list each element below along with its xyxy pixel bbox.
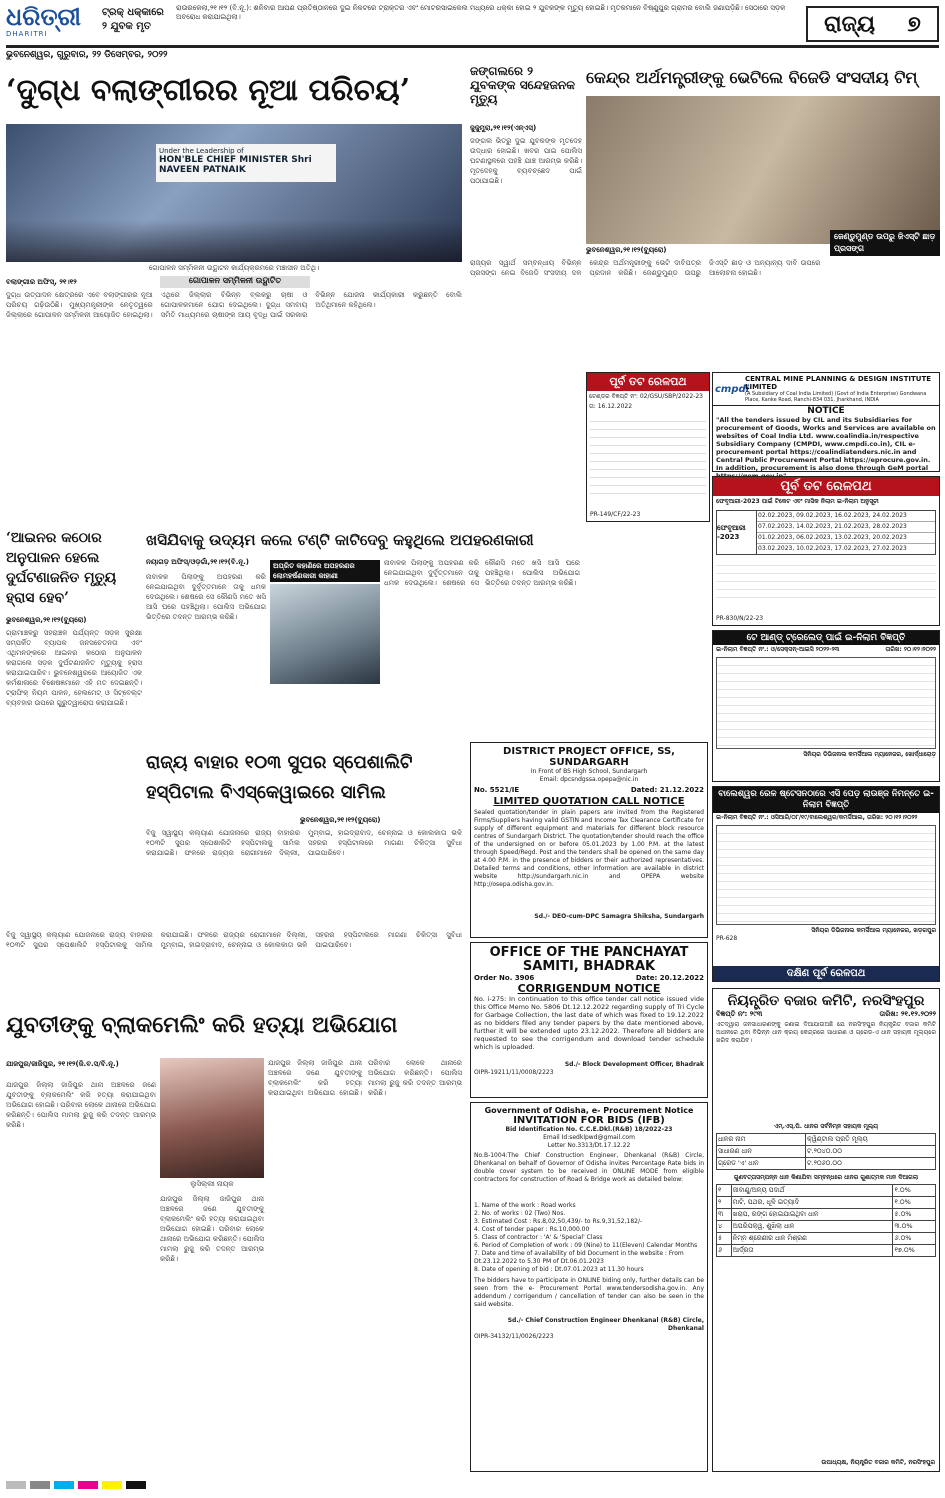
rb-heading: INVITATION FOR BIDS (IFB) xyxy=(513,1115,665,1126)
rb-sign: Sd./- Chief Construction Engineer Dhenkanal (R&B) Circle, Dhenkanal xyxy=(507,1317,704,1332)
dpo-title: DISTRICT PROJECT OFFICE, SS, SUNDARGARH xyxy=(503,746,675,768)
cmpdi-notice-heading: NOTICE xyxy=(807,406,845,416)
page-number: ୭ xyxy=(907,11,921,37)
auction2-sign: ସିନିୟର ଡିଭିଜନାଲ କମର୍ସିଆଲ ମ୍ୟାନେଜର, ଖଡ଼ଗପୁର xyxy=(811,927,936,934)
flash-headline: ଟ୍ରକ୍ ଧକ୍କାରେ ୨ ଯୁବକ ମୃତ xyxy=(102,7,164,32)
bjd-headline: କେନ୍ଦ୍ର ଅର୍ଥମନ୍ତ୍ରୀଙ୍କୁ ଭେଟିଲେ ବିଜେଡି ସଂସଦୀୟ ଟିମ୍ xyxy=(586,68,918,87)
table-row xyxy=(717,1221,936,1233)
table-cell: ସାଧାରଣ ଧାନ xyxy=(717,1146,806,1158)
table-cell: ୫ xyxy=(717,1233,732,1245)
ad-ecr-auction xyxy=(712,476,940,626)
table-cell: ଗ୍ରେଡ 'ଏ' ଧାନ xyxy=(717,1158,806,1170)
law-dateline: ଭୁବନେଶ୍ୱର,୨୧।୧୨(ବ୍ୟୁରୋ) xyxy=(6,616,87,624)
blackmail-body-c: ଯାଜପୁର ଜିଲ୍ଲା ଜାଜିପୁର ଥାନା ଅଞ୍ଚଳରେ ଜଣେ ଯୁବତୀଙ୍କୁ ବ୍ଲାକମେଲିଂ କରି ହତ୍ୟା କରାଯାଇଥିବା ଅଭିଯୋଗ ହୋଇଛି। ପରିବାର ଲୋକେ ଥାନାରେ ଅଭିଯୋଗ କରିଛନ୍ତି। ପୋଲିସ ମାମଲା ରୁଜୁ କରି ତଦନ୍ତ ଆରମ୍ଭ କରିଛି। xyxy=(160,1195,264,1263)
masthead xyxy=(6,4,939,48)
ad-ecr-title: ପୂର୍ବ ତଟ ରେଳପଥ xyxy=(587,373,709,391)
rb-bid: Bid Identification No. C.C.E.Dkl.(R&B) 18/2022-23 xyxy=(505,1126,673,1133)
law-body: ଗ୍ରାମାଞ୍ଚଳରୁ ସହରାଞ୍ଚଳ ପର୍ଯ୍ୟନ୍ତ ସଡ଼କ ସୁରକ୍ଷା ସମ୍ପର୍କିତ ବ୍ୟାପକ ଜନସଚେତନତା ଏବଂ ଏଥିମନଙ୍କରେ ଆଇନର କଠୋର ଅନୁପାଳନ କରାଗଲେ ସଡ଼କ ଦୁର୍ଘଟଣାଜନିତ ମୃତ୍ୟୁକୁ ହ୍ରାସ କରାଯାଇପାରିବ। ଭୁବନେଶ୍ୱରରେ ଆୟୋଜିତ ଏକ କର୍ମଶାଳାରେ ବିଶେଷଜ୍ଞମାନେ ଏହି ମତ ଦେଇଛନ୍ତି। ଟ୍ରାଫିକ୍ ନିୟମ ପାଳନ, ହେଲମେଟ୍ ଓ ସିଟ୍‌ବେଲ୍ଟ ବ୍ୟବହାର ଉପରେ ଗୁରୁତ୍ୱାରୋପ କରାଯାଇଛି। xyxy=(6,629,142,707)
ad-rb-dhenkanal xyxy=(470,1102,708,1472)
rb-item: 6. Period of Completion of work : 09 (Nine) to 11(Eleven) Calendar Months xyxy=(474,1242,698,1249)
table-row xyxy=(717,1197,936,1209)
blackmail-dateline: ଯାଜପୁର/ଜାଜିପୁର, ୨୧।୧୨(ଜି.ବ.ସ/ବି.ନୂ.) xyxy=(6,1060,119,1068)
dpo-heading: LIMITED QUOTATION CALL NOTICE xyxy=(493,796,685,807)
table-row xyxy=(717,1233,936,1245)
bhadrak-text: No. i-275: In continuation to this office tender call notice issued vide this Office Memo No. 5806 Dt.12.12.2022 regarding supply of Tri Cycle for Garbage Collection, the last date of which was fixed to 19.12.2022 as no bidders filed any tender papers by the date mentioned above, further it will be extended upto 23.12.2022. Therefore all bidders are requested to see the corrigendum and download tender schedule which is uploaded. xyxy=(474,995,704,1051)
lead-photo xyxy=(6,124,462,262)
ad-ecr2-row: 03.02.2023, 10.02.2023, 17.02.2023, 27.02.2023 xyxy=(758,545,907,552)
ad-ecr2-row: 02.02.2023, 09.02.2023, 16.02.2023, 24.02.2023 xyxy=(757,511,935,522)
lead-body: ଦୁଗ୍ଧ ଉତ୍ପାଦନ କ୍ଷେତ୍ରରେ ଏବେ ବଲାଙ୍ଗୀରର ନୂଆ ପରିଚୟ ଗଢ଼ିଉଠିଛି। ମୁଖ୍ୟମନ୍ତ୍ରୀଙ୍କ ନେତୃତ୍ୱରେ ଜିଲ୍ଲାରେ ଗୋପାଳନ ସମ୍ମିଳନୀ ଆୟୋଜିତ ହୋଇଥିଲା। ଏଥିରେ ଜିଲ୍ଲାର ବିଭିନ୍ନ ବ୍ଲକରୁ ଚାଷୀ ଓ ଗୋପାଳକମାନେ ଯୋଗ ଦେଇଥିଲେ। ଦୁଗ୍ଧ ସମବାୟ ସମିତି ମାଧ୍ୟମରେ ଚାଷୀଙ୍କ ଆୟ ବୃଦ୍ଧି ପାଇଁ ସରକାର ବିଭିନ୍ନ ଯୋଜନା କାର୍ଯ୍ୟକାରୀ କରୁଛନ୍ତି ବୋଲି ଅତିଥିମାନେ କହିଥିଲେ। xyxy=(6,291,462,319)
hospital-dateline: ଭୁବନେଶ୍ୱର,୨୧।୧୨(ବ୍ୟୁରୋ) xyxy=(300,816,381,824)
hospital-headline: ରାଜ୍ୟ ବାହାର ୧୦୩ ସୁପର ସ୍ପେଶାଲିଟି ହସ୍ପିଟାଲ ବିଏସ୍‌କେୱାଇରେ ସାମିଲ xyxy=(146,752,413,803)
table-cell: ଧାନର ନାମ xyxy=(717,1134,806,1146)
lead-dateline: ବଲାଙ୍ଗୀର ଅଫିସ୍, ୨୧।୧୨ xyxy=(6,278,77,286)
rb-item: 8. Date of opening of bid : Dt.07.01.2023 at 11.30 hours xyxy=(474,1266,644,1273)
kidnap-dateline: ନୟାଗଡ଼ ଅଫିସ୍/ଓଡ଼ଗାଁ,୨୧।୧୨(ବି.ନୂ.) xyxy=(146,558,249,566)
table-row xyxy=(717,1209,936,1221)
ad-market-committee xyxy=(712,988,940,1472)
bhadrak-title: OFFICE OF THE PANCHAYAT SAMITI, BHADRAK xyxy=(489,945,689,974)
table-cell: ୪ xyxy=(717,1221,732,1233)
dpo-date: Dated: 21.12.2022 xyxy=(630,786,704,794)
table-row xyxy=(717,1158,936,1170)
ad-cmpdi xyxy=(712,372,940,472)
table-cell: କ୍ୱିଣ୍ଟାଲ ପ୍ରତି ମୂଲ୍ୟ xyxy=(806,1134,936,1146)
photo-banner-top: Under the Leadership of xyxy=(159,147,244,155)
table-cell: ନିମ୍ନ ଶ୍ରେଣୀର ଧାନ ମିଶ୍ରଣ xyxy=(731,1233,893,1245)
photo-stage-shade xyxy=(6,220,462,262)
rb-intro: No.B-1004:The Chief Construction Engineer, Dhenkanal (R&B) Circle, Dhenkanal on behalf of Governor of Odisha invites Percentage Rate bids in double cover system to be received in ONLINE MODE from eligible contractors for construction of Road & Bridge work as detailed below: xyxy=(474,1152,704,1183)
auction2-title: ବାଲେଶ୍ୱର ରେଳ ଷ୍ଟେସନଠାରେ ଏସି ପେଡ଼ ଲାଉଞ୍ଜ ନିମନ୍ତେ ଇ-ନିଲାମ ବିଜ୍ଞପ୍ତି xyxy=(713,787,939,813)
table-cell: ଆର୍ଦ୍ରତା xyxy=(731,1245,893,1257)
color-swatch xyxy=(126,1481,146,1489)
bjd-photo xyxy=(586,96,940,244)
table-cell: ୬ xyxy=(717,1245,732,1257)
auction2-table xyxy=(716,825,936,925)
rb-email: Email Id:sedklpwd@gmail.com xyxy=(543,1134,635,1141)
dpo-email: Email: dpcsndgssa.opepa@nic.in xyxy=(539,776,639,783)
auction1-sign: ସିନିୟର ଡିଭିଜନାଲ କମର୍ସିଆଲ ମ୍ୟାନେଜର, ଖୋର୍ଦ୍ଧାରୋଡ଼ xyxy=(803,751,936,758)
table-cell: ଟ.୨୦୪୦.୦୦ xyxy=(806,1146,936,1158)
flash-body: ରାଉରକେଲା,୨୧।୧୨ (ବି.ନୂ.): ଶନିବାର ଆପଣ ପ୍ରତିଷ୍ଠାନରେ ଦୁଇ ନିକଟରେ ଟ୍ରାକ୍ତର ଏବଂ ମୋଟରସାଇକେଲ ମଧ୍ୟରେ ଧକ୍କା ହୋଇ ୨ ଯୁବକଙ୍କ ମୃତ୍ୟୁ ହୋଇଛି। ମୃତକମାନେ ବିଷ୍ଣୁପୁର ଗ୍ରାମର ବୋଲି ଜଣାପଡ଼ିଛି। ସେଠାରେ ସଡ଼କ ଅବରୋଧ କରାଯାଇଥିଲା। xyxy=(176,4,786,21)
color-swatch xyxy=(6,1481,26,1489)
market-spec-table xyxy=(716,1184,936,1257)
dpo-sub: In Front of BS High School, Sundargarh xyxy=(530,768,648,775)
color-swatch xyxy=(102,1481,122,1489)
blackmail-caption: ଲୁସିଲ୍ଲୀ ନାୟକ xyxy=(190,1180,234,1188)
bjd-dateline: ଭୁବନେଶ୍ୱର,୨୧।୧୨(ବ୍ୟୁରୋ) xyxy=(586,246,667,254)
table-cell: ଟ.୨୦୬୦.୦୦ xyxy=(806,1158,936,1170)
section-box xyxy=(806,6,939,42)
rb-item: 5. Class of contractor : 'A' & 'Special' Class xyxy=(474,1234,603,1241)
rb-footer: OIPR-34132/11/0026/2223 xyxy=(474,1333,554,1340)
ad-ecr-table xyxy=(590,414,706,494)
auction2-footer: PR-628 xyxy=(716,935,738,942)
photo-banner-text: HON'BLE CHIEF MINISTER Shri NAVEEN PATNAIK xyxy=(159,155,312,175)
table-row xyxy=(717,1134,936,1146)
table-row xyxy=(717,1185,936,1197)
ad-ecr-footer: PR-149/CF/22-23 xyxy=(590,511,641,518)
ad-ecr-date: ତା: 16.12.2022 xyxy=(589,403,633,410)
cmpdi-notice-text: "All the tenders issued by CIL and its Subsidiaries for procurement of Goods, Works and Services are available on websites of Coal India Ltd. www.coalindia.in/respective Subsidiary Company (CMPDI, www.cmpdi.co.in), CIL e-procurement portal https://coalindiatenders.nic.in and Central Public Procurement Portal https://eprocure.gov.in. In addition, procurement is also done through GeM portal xyxy=(716,416,936,472)
table-row xyxy=(717,1146,936,1158)
table-cell: ୫.୦% xyxy=(893,1209,936,1221)
ad-auction-balasore xyxy=(712,786,940,982)
bhadrak-date: Date: 20.12.2022 xyxy=(635,974,704,982)
rb-item: 2. No. of works : 02 (Two) Nos. xyxy=(474,1210,566,1217)
kidnap-body-b: ନାବାଳକ ପିଲାଙ୍କୁ ଅପହରଣ କରି ନେଇଯାଇଥିବା ଦୁର୍ବୃତ୍ତମାନେ ତାକୁ ଧମକ ଦେଉଥିଲେ। ଶେଷରେ ସେ କୌଣସି ମତେ ଖସି ଆସି ଘରେ ପହଞ୍ଚିଥିଲା। ପୋଲିସ ଅଭିଯୋଗ ଭିତ୍ତିରେ ତଦନ୍ତ ଆରମ୍ଭ କରିଛି। xyxy=(384,559,580,587)
kidnap-body-a: ନାବାଳକ ପିଲାଙ୍କୁ ଅପହରଣ କରି ନେଇଯାଇଥିବା ଦୁର୍ବୃତ୍ତମାନେ ତାକୁ ଧମକ ଦେଉଥିଲେ। ଶେଷରେ ସେ କୌଣସି ମତେ ଖସି ଆସି ଘରେ ପହଞ୍ଚିଥିଲା। ପୋଲିସ ଅଭିଯୋଗ ଭିତ୍ତିରେ ତଦନ୍ତ ଆରମ୍ଭ କରିଛି। xyxy=(146,573,266,621)
forest-death-headline: ଜଙ୍ଗଲରେ ୨ ଯୁବକଙ୍କ ସନ୍ଦେହଜନକ ମୃତ୍ୟୁ xyxy=(470,64,576,106)
forest-death-body: ଜଙ୍ଗଲ ଭିତରୁ ଦୁଇ ଯୁବକଙ୍କ ମୃତଦେହ ଉଦ୍ଧାର ହୋଇଛି। ଖବର ପାଇ ପୋଲିସ ଘଟଣାସ୍ଥଳରେ ପହଞ୍ଚି ଯାଞ୍ଚ ଆରମ୍ଭ କରିଛି। ମୃତଦେହକୁ ବ୍ୟବଚ୍ଛେଦ ପାଇଁ ପଠାଯାଇଛି। xyxy=(470,137,582,185)
market-title: ନିୟନ୍ତ୍ରିତ ବଜାର କମିଟି, ନରସିଂହପୁର xyxy=(727,993,925,1009)
rb-item: 3. Estimated Cost : Rs.8,02,50,439/- to Rs.9,31,52,182/- xyxy=(474,1218,643,1225)
hospital-body: ବିଜୁ ସ୍ୱାସ୍ଥ୍ୟ କଲ୍ୟାଣ ଯୋଜନାରେ ରାଜ୍ୟ ବାହାରର ୧୦୩ଟି ସୁପର ସ୍ପେଶାଲିଟି ହସ୍ପିଟାଲକୁ ସାମିଲ କରାଯାଇଛି। ଫଳରେ ରାଜ୍ୟର ରୋଗୀମାନେ ଦିଲ୍ଲୀ, ମୁମ୍ବାଇ, ହାଇଦ୍ରାବାଦ, ଚେନ୍ନାଇ ଓ କୋଲକାତା ଭଳି ସହରର ହସ୍ପିଟାଲରେ ମାଗଣା ଚିକିତ୍ସା ସୁବିଧା ପାଇପାରିବେ। xyxy=(146,829,462,857)
table-cell: ୧ xyxy=(717,1185,732,1197)
table-cell: ୧.୦% xyxy=(893,1185,936,1197)
market-sign: ଉପାଧ୍ୟକ୍ଷ, ନିୟନ୍ତ୍ରିତ ବଜାର କମିଟି, ନରସିଂହପୁର xyxy=(821,1459,935,1466)
market-text: ଏତଦ୍ୱାରା ଜନସାଧାରଣଙ୍କୁ ଜଣାଇ ଦିଆଯାଉଅଛି ଯେ ନରସିଂହପୁର ନିୟନ୍ତ୍ରିତ ବଜାର କମିଟି ଅଧୀନରେ ଥିବା ବିଭିନ୍ନ ଧାନ କ୍ରୟ କେନ୍ଦ୍ରରେ ସାଧାରଣ ଓ ଗ୍ରେଡ-ଏ ଧାନ ସହାୟକ ମୂଲ୍ୟରେ ଖରିଦ କରାଯିବ। xyxy=(716,1021,936,1044)
market-date: ତାରିଖ: ୨୧.୧୨.୨୦୨୨ xyxy=(879,1010,936,1018)
rb-item: 4. Cost of tender paper : Rs.10,000.00 xyxy=(474,1226,590,1233)
color-swatch xyxy=(54,1481,74,1489)
table-cell: ୬.୦% xyxy=(893,1233,936,1245)
ad-ecr2-month: ଫେବୃଆରୀ -2023 xyxy=(717,511,757,554)
cmpdi-org: CENTRAL MINE PLANNING & DESIGN INSTITUTE LIMITED xyxy=(745,375,931,391)
ad-ecr2-fineprint xyxy=(716,558,936,598)
rb-letter: Letter No.3313/Dt.17.12.22 xyxy=(547,1142,631,1149)
ad-ecr-tender xyxy=(586,372,710,522)
ad-ecr2-row: 01.02.2023, 06.02.2023, 13.02.2023, 20.02.2023 xyxy=(757,533,935,544)
kidnap-photo xyxy=(270,584,380,684)
auction2-sub: ଇ-ନିଲାମ ବିଜ୍ଞପ୍ତି ନଂ.: ଓସିଆରି/୦୮/୧୯/ବାଲେଶ୍ୱର/କମର୍ସିଆଲ, ତାରିଖ: ୨୦।୧୨।୨୦୨୨ xyxy=(716,814,918,821)
table-cell: ୧୭.୦% xyxy=(893,1245,936,1257)
bhadrak-sign: Sd./- Block Development Officer, Bhadrak xyxy=(564,1061,704,1068)
logo-text: ଧରିତ୍ରୀ xyxy=(6,2,81,31)
dpo-text: Sealed quotation/tender in plain papers are invited from the Registered Firms/Suppliers having valid GSTIN and Income Tax Clearance Certificate for supply of different equipment and materials for different block resource centres of Sundargarh District. The quotation/tender should reach the office of the undersigned on or before 05.01.2023 by 1.00 P.M. at the latest through Speed/Regd. Post and the tenders shall be opened on the same day at 4.00 P.M. in the presence of bidders or their authorized representatives. Detailed terms and conditions, other information are available in district website http://sundargarh.nic.in and OPEPA website http://osepa.odisha.gov.in. xyxy=(474,809,704,888)
blackmail-photo xyxy=(160,1058,264,1178)
lead-subhead: ଗୋପାଳନ ସମ୍ମିଳନୀ ଉଦ୍ଘାଟିତ xyxy=(160,276,310,288)
table-cell: ଜୀବାଣୁ/ଅନ୍ୟ ପଦାର୍ଥ xyxy=(731,1185,893,1197)
ad-auction-khurda xyxy=(712,630,940,782)
dpo-number: No. 5521/IE xyxy=(474,786,520,794)
table-cell: ଖରାପ, ରଙ୍ଗ ହୋଇଯାଇଥିବା ଧାନ xyxy=(731,1209,893,1221)
table-row xyxy=(717,1245,936,1257)
bjd-badge: ଜେଣ୍ଡୁମୁଣ୍ଡ ଉପରୁ ଜିଏସ୍‌ଟି ଛାଡ଼ ପ୍ରସଙ୍ଗ xyxy=(830,230,940,256)
market-number: ବିଜ୍ଞପ୍ତି ନଂ: ୨୯୩ xyxy=(716,1010,763,1018)
ad-ecr2-title: ପୂର୍ବ ତଟ ରେଳପଥ xyxy=(713,477,939,496)
rb-item: 7. Date and time of availability of bid Document in the website : From Dt.23.12.2022 to 5.30 PM of Dt.06.01.2023 xyxy=(474,1250,684,1265)
table-cell: ୨ xyxy=(717,1197,732,1209)
cmpdi-logo-icon: cmpdi xyxy=(715,383,750,395)
bjd-body: ରାଜ୍ୟର ସ୍ୱାର୍ଥ ସମ୍ବନ୍ଧୀୟ ବିଭିନ୍ନ ପ୍ରସଙ୍ଗ ନେଇ ବିଜେଡି ସଂସଦୀୟ ଦଳ କେନ୍ଦ୍ର ଅର୍ଥମନ୍ତ୍ରୀଙ୍କୁ ଭେଟି ଦାବିପତ୍ର ପ୍ରଦାନ କରିଛି। ଜେଣ୍ଡୁମୁଣ୍ଡ ଉପରୁ ଜିଏସ୍‌ଟି ଛାଡ଼ ଓ ଅନ୍ୟାନ୍ୟ ଦାବି ଉପରେ ଆଲୋଚନା ହୋଇଛି। xyxy=(470,259,821,277)
hospital-body-cont: ବିଜୁ ସ୍ୱାସ୍ଥ୍ୟ କଲ୍ୟାଣ ଯୋଜନାରେ ରାଜ୍ୟ ବାହାରର ୧୦୩ଟି ସୁପର ସ୍ପେଶାଲିଟି ହସ୍ପିଟାଲକୁ ସାମିଲ କରାଯାଇଛି। ଫଳରେ ରାଜ୍ୟର ରୋଗୀମାନେ ଦିଲ୍ଲୀ, ମୁମ୍ବାଇ, ହାଇଦ୍ରାବାଦ, ଚେନ୍ନାଇ ଓ କୋଲକାତା ଭଳି ସହରର ହସ୍ପିଟାଲରେ ମାଗଣା ଚିକିତ୍ସା ସୁବିଧା ପାଇପାରିବେ। xyxy=(6,931,462,949)
blackmail-body-b: ଯାଜପୁର ଜିଲ୍ଲା ଜାଜିପୁର ଥାନା ଅଞ୍ଚଳରେ ଜଣେ ଯୁବତୀଙ୍କୁ ବ୍ଲାକମେଲିଂ କରି ହତ୍ୟା କରାଯାଇଥିବା ଅଭିଯୋଗ ହୋଇଛି। ପରିବାର ଲୋକେ ଥାନାରେ ଅଭିଯୋଗ କରିଛନ୍ତି। ପୋଲିସ ମାମଲା ରୁଜୁ କରି ତଦନ୍ତ ଆରମ୍ଭ କରିଛି। xyxy=(268,1059,462,1097)
kidnap-box-title: ଅପ୍ରିତ କହାଣିରେ ଅପହରଣର ଲୋମହର୍ଷଣକାରୀ କାହାଣୀ xyxy=(270,560,380,582)
table-cell: ଅପରିପକ୍ୱ, ଶୁଖିଲା ଧାନ xyxy=(731,1221,893,1233)
auction2-banner: ଦକ୍ଷିଣ ପୂର୍ବ ରେଳପଥ xyxy=(713,966,939,981)
cmpdi-orgsub: (A Subsidiary of Coal India Limited) (Govt of India Enterprise) Gondwana Place, Kanke Road, Ranchi-834 031, Jharkhand, INDIA xyxy=(745,391,927,403)
forest-death-dateline: ଜୁଜୁମୁରା,୨୧।୧୨(ଏନ୍‌ଏସ୍‌) xyxy=(470,124,537,132)
section-name: ରାଜ୍ୟ xyxy=(824,11,876,37)
photo-banner xyxy=(156,144,336,182)
law-headline: ‘ଆଇନର କଠୋର ଅନୁପାଳନ ହେଲେ ଦୁର୍ଘଟଣାଜନିତ ମୃତ୍ୟୁ ହ୍ରାସ ହେବ’ xyxy=(6,530,117,606)
kidnap-headline: ଖସିଯିବାକୁ ଉଦ୍ୟମ କଲେ ଟଣ୍ଟି କାଟିଦେବୁ କହୁଥିଲେ ଅପହରଣକାରୀ xyxy=(146,531,534,549)
table-cell: ମାଟି, ପଥର, ଧୂଳି ଇତ୍ୟାଦି xyxy=(731,1197,893,1209)
rb-gov: Government of Odisha, e- Procurement Notice xyxy=(484,1106,694,1115)
ad-dpo-sundargarh xyxy=(470,742,708,938)
bhadrak-heading: CORRIGENDUM NOTICE xyxy=(517,982,661,995)
market-spec-title: ଗୁଣବତ୍ତାସମ୍ପନ୍ନ ଧାନ କିଣାଯିବା ସମ୍ବନ୍ଧରେ ଧାନର ଗୁଣାତ୍ମକ ମାନ ଦିଆଗଲା xyxy=(733,1174,919,1181)
ad-ecr2-sub: ଫେବୃଆରୀ-2023 ପାଇଁ ଟିକେଟ ଏବଂ ମାସିକ ନିଲାମ ଇ-ନିଲାମ ଅନୁସୂଚୀ xyxy=(716,498,879,505)
ad-ecr2-footer: PR-830/N/22-23 xyxy=(716,615,764,622)
blackmail-headline: ଯୁବତୀଙ୍କୁ ବ୍ଲାକମେଲିଂ କରି ହତ୍ୟା ଅଭିଯୋଗ xyxy=(6,1012,398,1038)
bhadrak-order: Order No. 3906 xyxy=(474,974,535,982)
color-swatch xyxy=(30,1481,50,1489)
lead-caption: ଗୋପାଳନ ସମ୍ମିଳନୀ ଉଦ୍ଘାଟନ କାର୍ଯ୍ୟକ୍ରମରେ ମଞ୍ଚାସୀନ ଅତିଥି। xyxy=(148,264,320,272)
auction1-table xyxy=(716,657,936,749)
rb-note: The bidders have to participate in ONLINE biding only, further details can be seen from the e- Procurement Portal www.tendersodisha.gov.in. Any addendum / corrigendum / cancellation of tender can also be seen in the said website. xyxy=(474,1277,704,1308)
dpo-sign: Sd./- DEO-cum-DPC Samagra Shiksha, Sundargarh xyxy=(534,913,704,920)
table-cell: ୧.୦% xyxy=(893,1197,936,1209)
print-color-bar xyxy=(6,1480,939,1490)
ad-ecr2-row: 07.02.2023, 14.02.2023, 21.02.2023, 28.02.2023 xyxy=(757,522,935,533)
newspaper-logo xyxy=(6,4,96,44)
table-cell: ୩.୦% xyxy=(893,1221,936,1233)
issue-dateline: ଭୁବନେଶ୍ୱର, ଗୁରୁବାର, ୨୨ ଡିସେମ୍ବର, ୨୦୨୨ xyxy=(6,50,168,60)
market-price-table xyxy=(716,1133,936,1170)
market-price-title: ଏମ୍.ଏସ୍.ପି. ଧାନର ସର୍ବନିମ୍ନ ସହାୟକ ମୂଲ୍ୟ xyxy=(773,1123,879,1130)
ad-bhadrak xyxy=(470,942,708,1098)
auction1-title: ଟେ ଆଣ୍ଡ୍ ଟ୍ରେଲେଡ୍ ପାଇଁ ଇ-ନିଲାମ ବିଜ୍ଞପ୍ତି xyxy=(713,631,939,645)
logo-subtitle: DHARITRI xyxy=(6,30,48,38)
table-cell: ୩ xyxy=(717,1209,732,1221)
rb-item: 1. Name of the work : Road works xyxy=(474,1202,576,1209)
bhadrak-footer: OIPR-19211/11/0008/2223 xyxy=(474,1069,554,1076)
lead-headline: ‘ଦୁଗ୍ଧ ବଲାଙ୍ଗୀରର ନୂଆ ପରିଚୟ’ xyxy=(6,73,411,108)
auction1-sub: ଇ-ନିଲାମ ବିଜ୍ଞପ୍ତି ନଂ.: ଓ/ସେକ୍ସନ୍-ଆଇସି ୨୦୨୨-୨୩ xyxy=(716,646,840,653)
blackmail-body-a: ଯାଜପୁର ଜିଲ୍ଲା ଜାଜିପୁର ଥାନା ଅଞ୍ଚଳରେ ଜଣେ ଯୁବତୀଙ୍କୁ ବ୍ଲାକମେଲିଂ କରି ହତ୍ୟା କରାଯାଇଥିବା ଅଭିଯୋଗ ହୋଇଛି। ପରିବାର ଲୋକେ ଥାନାରେ ଅଭିଯୋଗ କରିଛନ୍ତି। ପୋଲିସ ମାମଲା ରୁଜୁ କରି ତଦନ୍ତ ଆରମ୍ଭ କରିଛି। xyxy=(6,1081,156,1129)
auction1-date: ତାରିଖ: ୨୦।୧୨।୨୦୨୨ xyxy=(885,646,936,653)
color-swatch xyxy=(78,1481,98,1489)
ad-ecr-ref: ଟେଣ୍ଡର ବିଜ୍ଞପ୍ତି ନଂ: 02/GSU/SBP/2022-23 xyxy=(589,393,703,400)
